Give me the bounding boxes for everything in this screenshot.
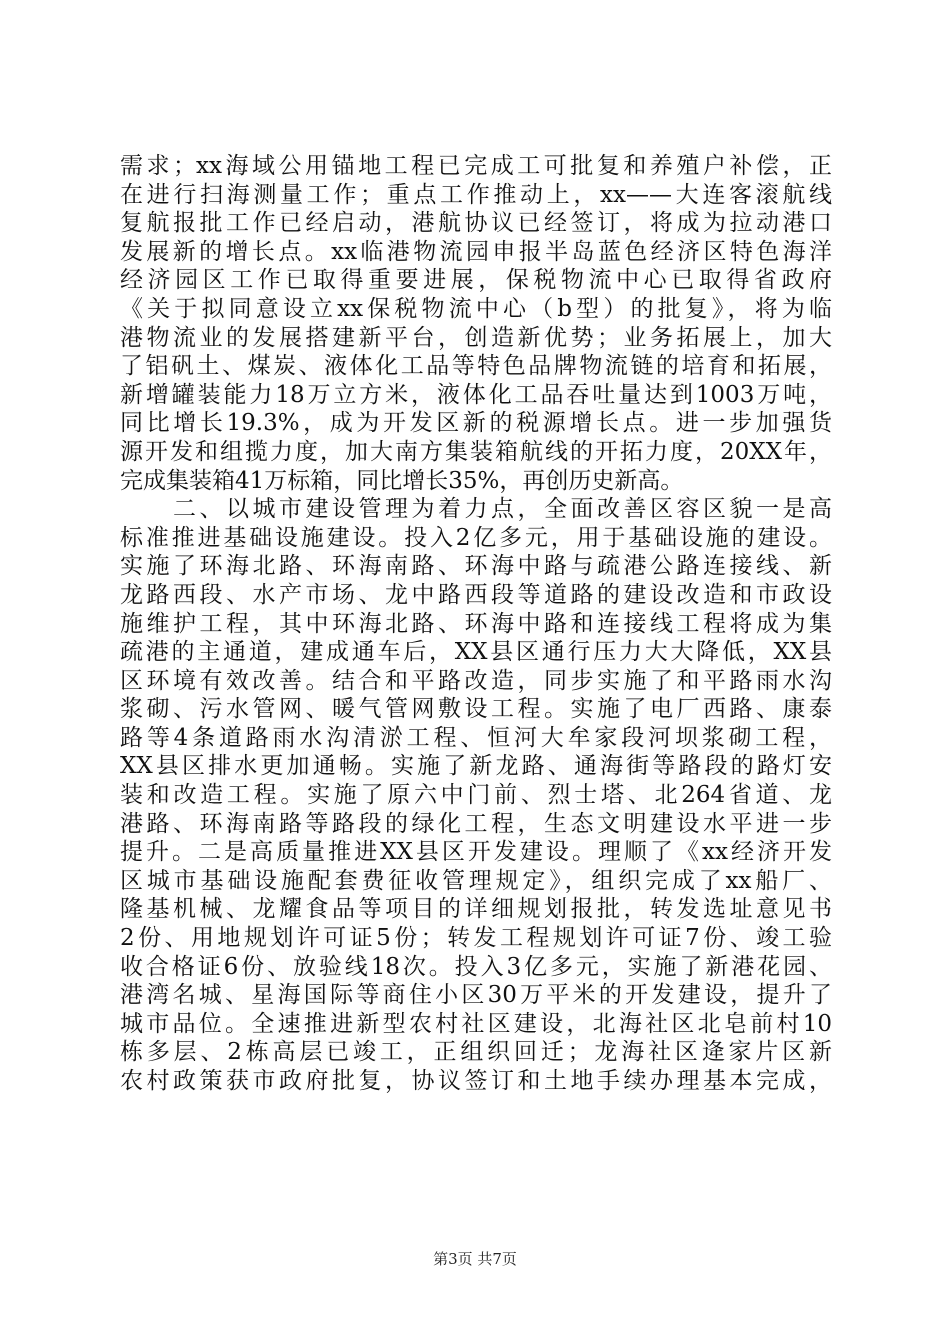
body-line: 城市品位。全速推进新型农村社区建设，北海社区北皂前村10	[120, 1010, 832, 1037]
body-line: XX县区排水更加通畅。实施了新龙路、通海街等路段的路灯安	[120, 753, 832, 780]
body-line: 装和改造工程。实施了原六中门前、烈士塔、北264省道、龙	[120, 782, 832, 809]
body-line: 港物流业的发展搭建新平台，创造新优势；业务拓展上，加大	[120, 324, 832, 351]
body-line: 在进行扫海测量工作；重点工作推动上，xx——大连客滚航线	[120, 181, 832, 208]
body-line: 施维护工程，其中环海北路、环海中路和连接线工程将成为集	[120, 610, 832, 637]
body-line: 港湾名城、星海国际等商住小区30万平米的开发建设，提升了	[120, 982, 832, 1009]
body-line: 新增罐装能力18万立方米，液体化工品吞吐量达到1003万吨，	[120, 381, 832, 408]
body-line: 源开发和组揽力度，加大南方集装箱航线的开拓力度，20XX年，	[120, 438, 832, 465]
body-line: 浆砌、污水管网、暖气管网敷设工程。实施了电厂西路、康泰	[120, 696, 832, 723]
body-line: 复航报批工作已经启动，港航协议已经签订，将成为拉动港口	[120, 210, 832, 237]
body-line: 二、以城市建设管理为着力点，全面改善区容区貌一是高	[120, 496, 832, 523]
body-line: 需求；xx海域公用锚地工程已完成工可批复和养殖户补偿，正	[120, 153, 832, 179]
body-line: 标准推进基础设施建设。投入2亿多元，用于基础设施的建设。	[120, 524, 832, 551]
body-line: 提升。二是高质量推进XX县区开发建设。理顺了《xx经济开发	[120, 839, 832, 866]
body-line: 《关于拟同意设立xx保税物流中心（b型）的批复》，将为临	[120, 295, 832, 322]
body-line: 同比增长19.3%，成为开发区新的税源增长点。进一步加强货	[120, 410, 832, 437]
body-line: 区城市基础设施配套费征收管理规定》，组织完成了xx船厂、	[120, 867, 832, 894]
body-line: 栋多层、2栋高层已竣工，正组织回迁；龙海社区逄家片区新	[120, 1039, 832, 1066]
body-line: 路等4条道路雨水沟清淤工程、恒河大牟家段河坝浆砌工程，	[120, 724, 832, 751]
body-line: 了铝矾土、煤炭、液体化工品等特色品牌物流链的培育和拓展，	[120, 353, 832, 380]
body-line: 经济园区工作已取得重要进展，保税物流中心已取得省政府	[120, 267, 832, 294]
body-line: 农村政策获市政府批复，协议签订和土地手续办理基本完成，	[120, 1068, 832, 1094]
body-line: 完成集装箱41万标箱，同比增长35%，再创历史新高。	[120, 467, 684, 494]
body-line: 龙路西段、水产市场、龙中路西段等道路的建设改造和市政设	[120, 581, 832, 608]
body-line: 发展新的增长点。xx临港物流园申报半岛蓝色经济区特色海洋	[120, 238, 832, 265]
body-line: 2份、用地规划许可证5份；转发工程规划许可证7份、竣工验	[120, 925, 832, 952]
body-line: 实施了环海北路、环海南路、环海中路与疏港公路连接线、新	[120, 553, 832, 580]
body-line: 疏港的主通道，建成通车后，XX县区通行压力大大降低，XX县	[120, 639, 832, 666]
body-line: 隆基机械、龙耀食品等项目的详细规划报批，转发选址意见书	[120, 896, 832, 923]
body-line: 区环境有效改善。结合和平路改造，同步实施了和平路雨水沟	[120, 667, 832, 694]
body-line: 收合格证6份、放验线18次。投入3亿多元，实施了新港花园、	[120, 953, 832, 980]
page-number-footer: 第3页 共7页	[433, 1250, 517, 1268]
document-body	[120, 152, 832, 1096]
body-line: 港路、环海南路等路段的绿化工程，生态文明建设水平进一步	[120, 810, 832, 837]
